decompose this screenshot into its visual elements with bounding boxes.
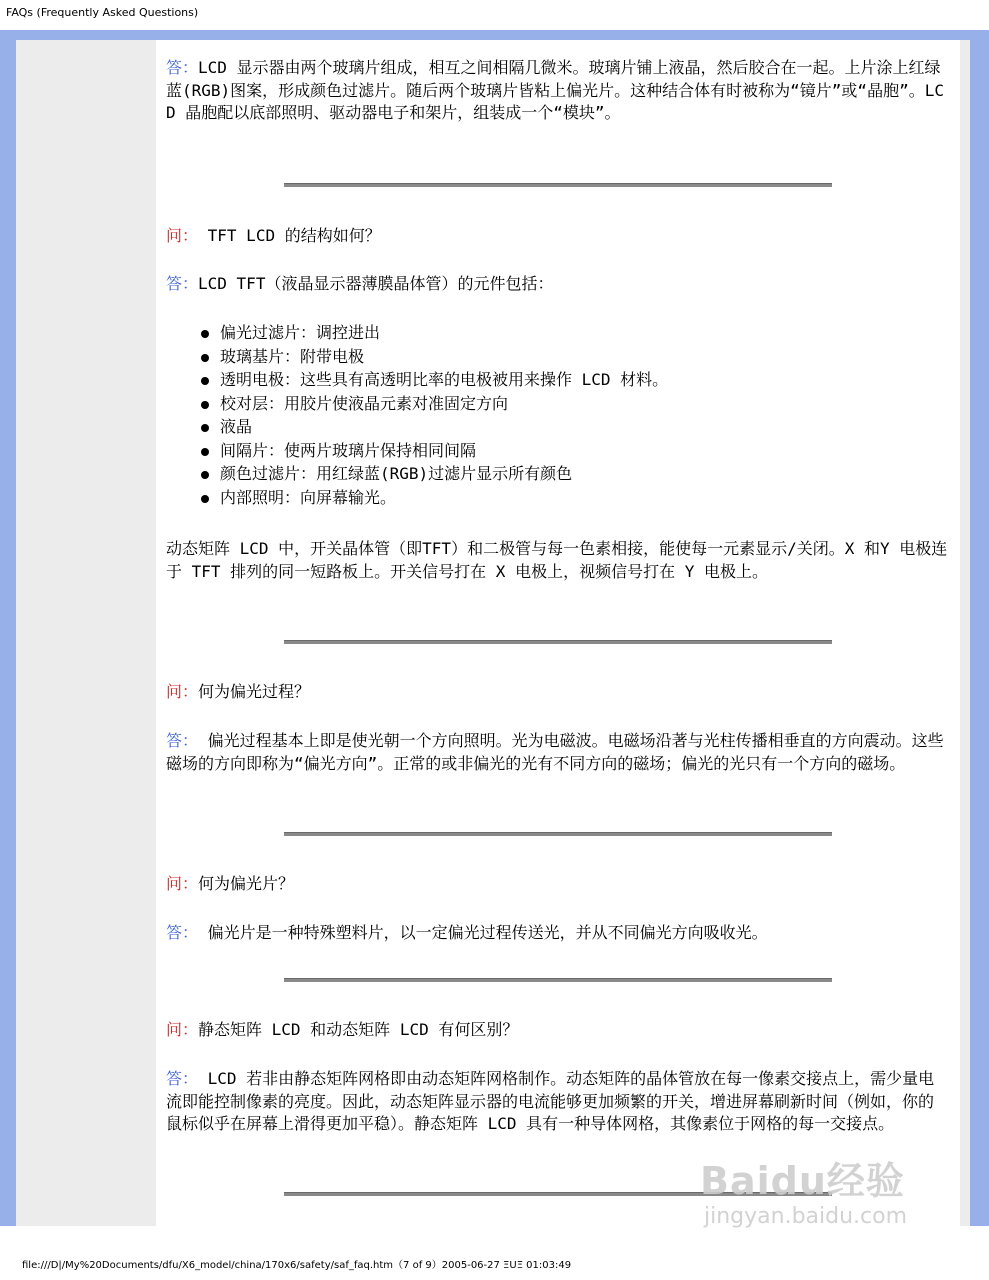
divider-rule	[284, 978, 832, 982]
list-item: 校对层：用胶片使液晶元素对准固定方向	[196, 392, 936, 416]
print-footer-path: file:///D|/My%20Documents/dfu/X6_model/china/170x6/safety/saf_faq.htm（7 of 9）2005-06-27 ΞUΞ 01:03:49	[22, 1260, 572, 1271]
question-label: 问：	[166, 682, 199, 701]
list-item: 玻璃基片：附带电极	[196, 345, 936, 369]
answer-polarizer	[166, 922, 948, 945]
divider-rule	[284, 640, 832, 644]
question-label: 问：	[166, 226, 199, 245]
answer-tft	[166, 273, 948, 296]
question-label: 问：	[166, 874, 199, 893]
answer-text: LCD TFT（液晶显示器薄膜晶体管）的元件包括：	[198, 274, 554, 293]
answer-label: 答：	[166, 274, 199, 293]
answer-text: 偏光过程基本上即是使光朝一个方向照明。光为电磁波。电磁场沿著与光柱传播相垂直的方向震动。这些磁场的方向即称为“偏光方向”。正常的或非偏光的光有不同方向的磁场；偏光的光只有一个方向的磁场。	[166, 731, 944, 773]
question-polarization	[166, 681, 948, 704]
question-text: 何为偏光片？	[198, 874, 295, 893]
content-panel	[156, 40, 960, 1226]
answer-matrix	[166, 1068, 948, 1136]
divider-rule	[284, 832, 832, 836]
list-item: 液晶	[196, 415, 936, 439]
answer-text: 偏光片是一种特殊塑料片，以一定偏光过程传送光，并从不同偏光方向吸收光。	[198, 923, 768, 942]
print-header-title: FAQs (Frequently Asked Questions)	[6, 6, 199, 19]
watermark-logo: Baidu经验	[700, 1159, 905, 1203]
tft-component-list	[196, 321, 936, 509]
question-polarizer	[166, 873, 948, 896]
question-label: 问：	[166, 1020, 199, 1039]
answer-label: 答：	[166, 731, 199, 750]
answer-text: LCD 若非由静态矩阵网格即由动态矩阵网格制作。动态矩阵的晶体管放在每一像素交接点上，需少量电流即能控制像素的亮度。因此，动态矩阵显示器的电流能够更加频繁的开关，增进屏幕刷新时间（例如，你的鼠标似乎在屏幕上滑得更加平稳）。静态矩阵 LCD 具有一种导体网格，其像素位于网格的每一交接点。	[166, 1069, 935, 1133]
intro-answer	[166, 57, 948, 125]
list-item: 偏光过滤片：调控进出	[196, 321, 936, 345]
question-tft	[166, 225, 948, 248]
question-text: TFT LCD 的结构如何？	[198, 226, 381, 245]
question-text: 何为偏光过程？	[198, 682, 311, 701]
answer-label: 答：	[166, 1069, 199, 1088]
list-item: 颜色过滤片：用红绿蓝(RGB)过滤片显示所有颜色	[196, 462, 936, 486]
question-text: 静态矩阵 LCD 和动态矩阵 LCD 有何区别？	[198, 1020, 519, 1039]
answer-label: 答：	[166, 923, 199, 942]
watermark-url: jingyan.baidu.com	[704, 1204, 908, 1229]
question-matrix	[166, 1019, 948, 1042]
left-sidebar	[16, 40, 156, 1226]
list-item: 内部照明：向屏幕输光。	[196, 486, 936, 510]
list-item: 间隔片：使两片玻璃片保持相同间隔	[196, 439, 936, 463]
answer-text: LCD 显示器由两个玻璃片组成，相互之间相隔几微米。玻璃片铺上液晶，然后胶合在一起。上片涂上红绿蓝(RGB)图案，形成颜色过滤片。随后两个玻璃片皆粘上偏光片。这种结合体有时被称为“镜片”或“晶胞”。LCD 晶胞配以底部照明、驱动器电子和架片，组装成一个“模块”。	[166, 58, 944, 122]
list-item: 透明电极：这些具有高透明比率的电极被用来操作 LCD 材料。	[196, 368, 936, 392]
tft-paragraph: 动态矩阵 LCD 中，开关晶体管（即TFT）和二极管与每一色素相接，能使每一元素显示/关闭。X 和Y 电极连于 TFT 排列的同一短路板上。开关信号打在 X 电极上，视频信号打在 Y 电极上。	[166, 539, 948, 581]
answer-label: 答：	[166, 58, 199, 77]
answer-polarization	[166, 730, 948, 775]
right-strip	[960, 40, 970, 1226]
divider-rule	[284, 183, 832, 187]
